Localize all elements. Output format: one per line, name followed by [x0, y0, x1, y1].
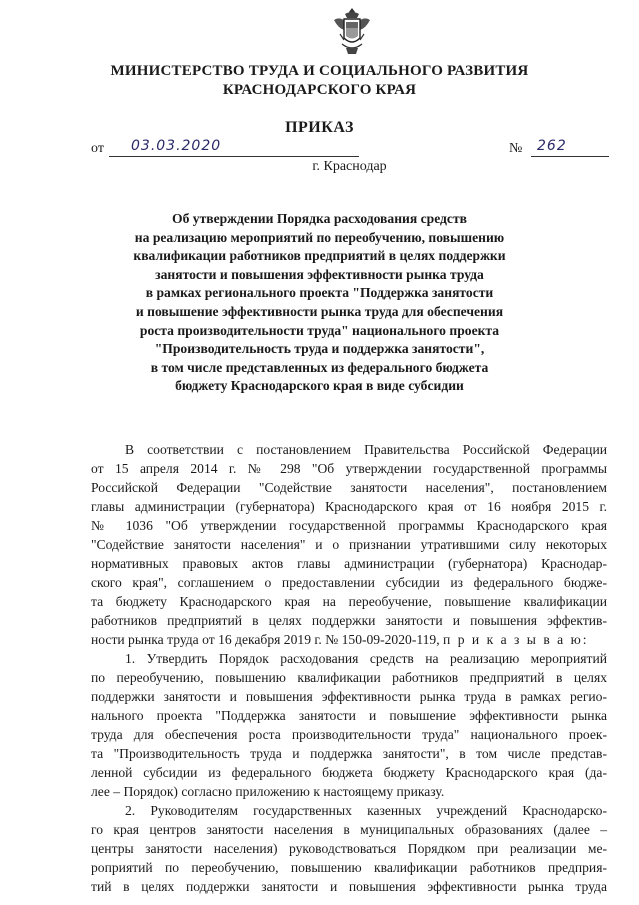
city: г. Краснодар	[312, 159, 387, 174]
body-line: 1. Утвердить Порядок расходования средств на реализацию мероприятий	[125, 651, 607, 666]
body-line: № 1036 "Об утверждении государственной программы Краснодарского края	[91, 518, 607, 533]
subject-line: Об утверждении Порядка расходования средств	[172, 211, 467, 226]
order-date: 03.03.2020	[131, 138, 222, 154]
subject-line: в том числе представленных из федерального бюджета	[150, 359, 489, 375]
body-line: та бюджету Краснодарского края на переобучение, повышение квалификации	[91, 594, 607, 609]
body-line: го края центров занятости населения в муниципальных образованиях (далее –	[91, 822, 607, 837]
subject-line: и повышение эффективности рынка труда для обеспечения	[135, 303, 504, 319]
body-line: ленной субсидии из федерального бюджета бюджету Краснодарского края (да-	[91, 765, 607, 780]
date-number-row	[91, 138, 611, 161]
body-line: нального проекта "Поддержка занятости и повышение эффективности рынка	[91, 708, 607, 723]
order-number: 262	[537, 138, 567, 154]
body-line: 2. Руководителям государственных казенных учреждений Краснодарско-	[125, 803, 607, 818]
order-body	[91, 440, 607, 896]
body-line: тий в целях поддержки занятости и повышения эффективности рынка труда	[91, 879, 607, 894]
body-line: ности рынка труда от 16 декабря 2019 г. № 150-09-2020-119,	[91, 632, 440, 647]
body-line: от 15 апреля 2014 г. № 298 "Об утверждении государственной программы	[91, 461, 607, 476]
body-line: роприятий по переобучению, повышению квалификации работников предприя-	[91, 860, 607, 875]
subject-line: бюджету Краснодарского края в виде субсидии	[175, 378, 464, 394]
body-line: ского края", соглашением о предоставлении субсидии из федерального бюдже-	[91, 575, 607, 590]
body-line: нормативных правовых актов главы администрации (губернатора) Краснодар-	[91, 556, 607, 571]
body-line: поддержки занятости и повышения эффективности рынка труда в рамках регио-	[91, 689, 607, 704]
ministry-name-line-2: КРАСНОДАРСКОГО КРАЯ	[222, 82, 417, 98]
subject-line: роста производительности труда" национального проекта	[139, 322, 500, 338]
body-line: работников предприятий в целях поддержки занятости и повышения эффектив-	[91, 613, 607, 628]
order-title: ПРИКАЗ	[285, 119, 354, 136]
body-line: главы администрации (губернатора) Краснодарского края от 16 ноября 2015 г.	[91, 499, 607, 514]
body-line-with-order-word	[91, 630, 607, 649]
number-prefix: №	[509, 141, 523, 156]
subject-line: на реализацию мероприятий по переобучению, повышению	[134, 229, 505, 245]
body-line: В соответствии с постановлением Правительства Российской Федерации	[125, 442, 607, 457]
body-line: по переобучению, повышению квалификации работников предприятий в целях	[91, 670, 607, 685]
body-line: Российской Федерации "Содействие занятости населения", постановлением	[91, 480, 607, 495]
body-line: "Содействие занятости населения" и о признании утратившими силу некоторых	[91, 537, 607, 552]
body-line: труда для обеспечения роста производительности труда" национального проек-	[91, 727, 607, 742]
ministry-name-line-1: МИНИСТЕРСТВО ТРУДА И СОЦИАЛЬНОГО РАЗВИТИЯ	[110, 63, 529, 79]
date-underline	[109, 156, 359, 157]
order-subject	[0, 210, 639, 396]
number-underline	[531, 156, 609, 157]
body-line: лее – Порядок) согласно приложению к настоящему приказу.	[91, 784, 445, 799]
subject-line: "Производительность труда и поддержка занятости",	[154, 341, 485, 357]
order-word: п р и к а з ы в а ю:	[443, 632, 589, 647]
subject-line: занятости и повышения эффективности рынка труда	[155, 266, 484, 282]
coat-of-arms-icon	[332, 6, 372, 56]
subject-line: квалификации работников предприятий в целях поддержки	[133, 248, 506, 264]
subject-line: в рамках регионального проекта "Поддержка занятости	[145, 285, 494, 301]
date-prefix: от	[91, 141, 104, 156]
body-line: та "Производительность труда и поддержка занятости", в том числе представ-	[91, 746, 607, 761]
body-line: центры занятости населения) руководствоваться Порядком при реализации ме-	[91, 841, 607, 856]
